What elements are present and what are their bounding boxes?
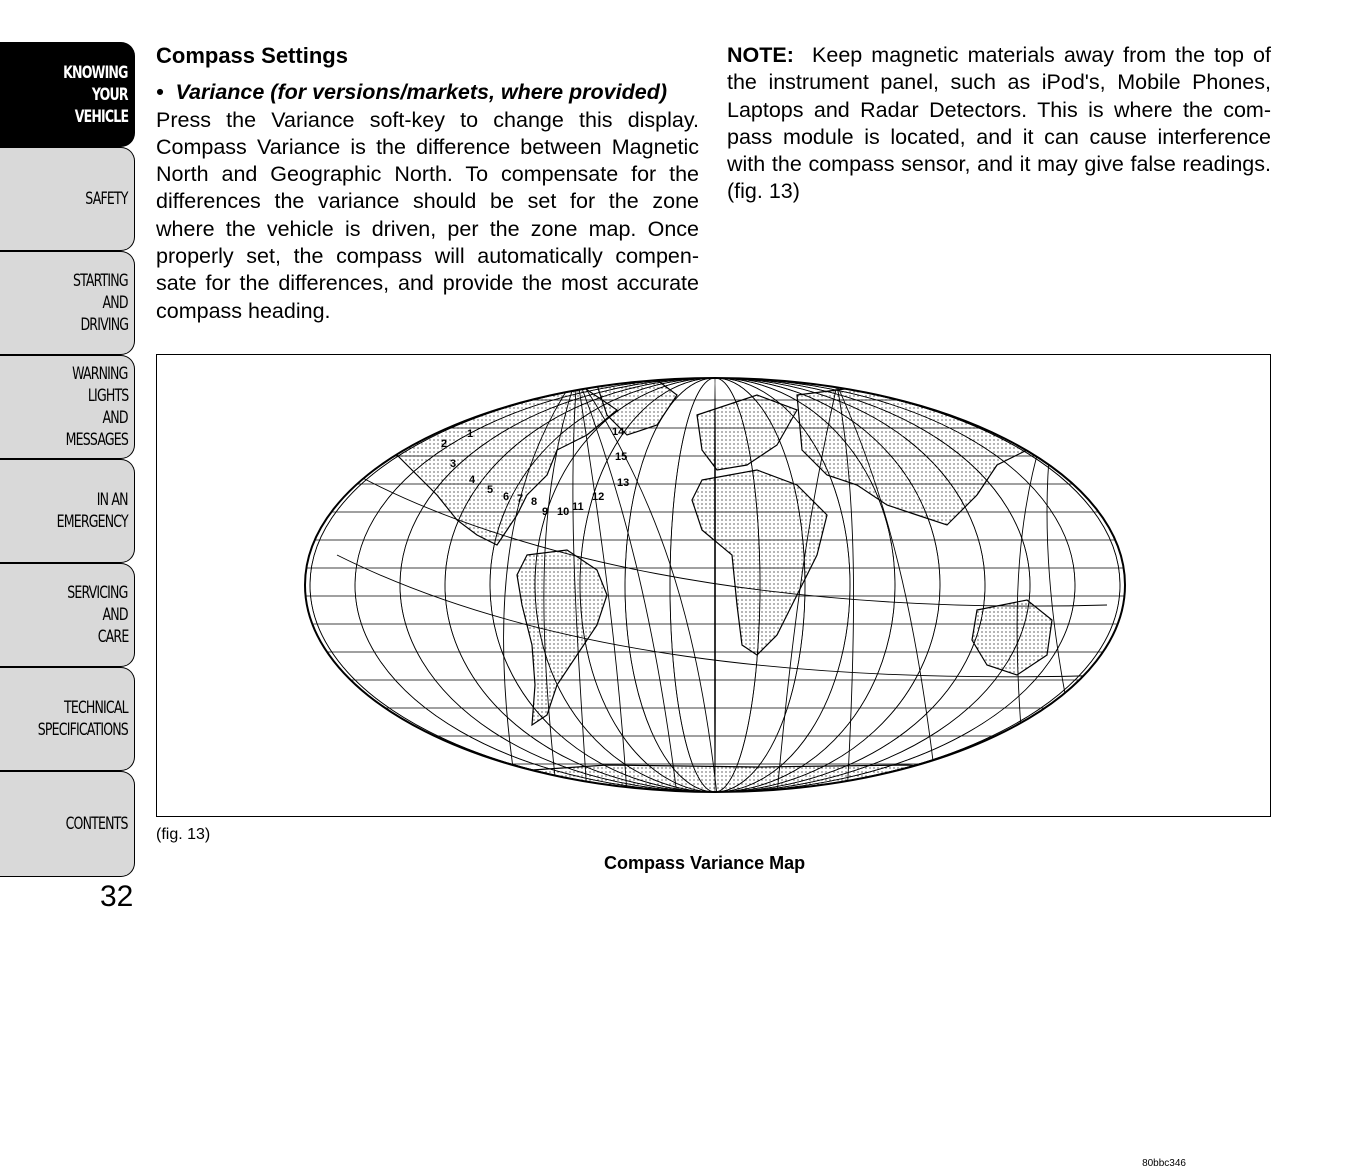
north-america — [367, 383, 617, 545]
zone-label: 10 — [557, 506, 570, 518]
sidebar-tab-label: AND — [102, 293, 128, 313]
europe — [697, 395, 797, 470]
sidebar-tab-label: MESSAGES — [65, 430, 128, 450]
zone-label: 2 — [441, 438, 448, 450]
zone-label: 3 — [450, 458, 457, 470]
isogonic-line — [1047, 395, 1087, 795]
sidebar-tab-label: VEHICLE — [74, 106, 128, 127]
zone-label: 14 — [612, 426, 625, 438]
sidebar-tab-label: AND — [102, 605, 128, 625]
sidebar-tab-label: EMERGENCY — [56, 512, 128, 532]
zone-label: 7 — [517, 493, 524, 505]
variance-bullet: • Variance (for versions/markets, where provided) — [156, 80, 667, 105]
figure-code: 80bbc346 — [1142, 1158, 1186, 1169]
sidebar-tab-warning-lights-and-messages[interactable] — [0, 355, 135, 459]
sidebar-tab-label: STARTING — [73, 271, 128, 291]
sidebar-tab-label: KNOWING — [63, 62, 128, 83]
figure-title: Compass Variance Map — [604, 853, 806, 873]
sidebar-tab-label: SAFETY — [85, 189, 128, 209]
sidebar-tab-label: CARE — [97, 627, 128, 647]
sidebar-tab-label: TECHNICAL — [64, 698, 128, 718]
sidebar-tab-label: DRIVING — [80, 315, 128, 335]
sidebar-tab-label: CONTENTS — [65, 814, 128, 834]
sidebar-tab-servicing-and-care[interactable] — [0, 563, 135, 667]
zone-label: 13 — [617, 477, 630, 489]
australia — [972, 600, 1052, 675]
note-block — [727, 42, 1271, 206]
zone-label: 15 — [615, 451, 628, 463]
note-text: Keep magnetic materials away from the top of the instrument panel, such as iPod's, Mobile Phones, Laptops and Radar Detectors. This is where the com-pass module is located, and it can cause interference with the compass sensor, and it may give false readings. (fig. 13) — [727, 43, 1271, 204]
sidebar-tab-safety[interactable] — [0, 147, 135, 251]
zone-label: 8 — [531, 496, 538, 508]
sidebar-tab-label: LIGHTS — [87, 386, 128, 406]
sidebar-tab-in-an-emergency[interactable] — [0, 459, 135, 563]
sidebar-tab-label: WARNING — [72, 364, 128, 384]
figure-caption: (fig. 13) — [156, 826, 211, 843]
sidebar-tab-label: IN AN — [97, 490, 128, 510]
zone-label: 11 — [572, 501, 584, 513]
page-number: 32 — [100, 880, 134, 913]
zone-label: 6 — [503, 491, 510, 503]
zone-label: 12 — [592, 491, 605, 503]
left-column — [156, 42, 699, 325]
compass-variance-map — [157, 355, 1270, 816]
section-heading: Compass Settings — [156, 43, 348, 68]
africa — [692, 470, 827, 655]
sidebar-tab-label: AND — [102, 408, 128, 428]
sidebar-tab-label: SPECIFICATIONS — [37, 720, 128, 740]
note-label: NOTE: — [727, 43, 794, 67]
variance-paragraph: Press the Variance soft-key to change this display. Compass Variance is the difference between Magnetic North and Geographic North. To compensate for the differences the variance should be set for the zone where the vehicle is driven, per the zone map. Once properly set, the compass will automatically compen-sate for the differences, and provide the most accurate compass heading. — [156, 107, 699, 323]
sidebar-tab-technical-specifications[interactable] — [0, 667, 135, 771]
asia — [797, 385, 1057, 525]
sidebar-tab-starting-and-driving[interactable] — [0, 251, 135, 355]
zone-label: 9 — [542, 506, 549, 518]
zone-label: 1 — [467, 428, 474, 440]
sidebar-tab-knowing-your-vehicle[interactable] — [0, 42, 135, 147]
sidebar-tab-contents[interactable] — [0, 771, 135, 877]
sidebar-tab-label: SERVICING — [67, 583, 128, 603]
zone-label: 5 — [487, 484, 494, 496]
sidebar-tab-label: YOUR — [92, 84, 128, 105]
south-america — [517, 550, 607, 725]
bullet-title: Variance (for versions/markets, where provided) — [175, 80, 667, 105]
zone-label: 4 — [469, 474, 476, 486]
